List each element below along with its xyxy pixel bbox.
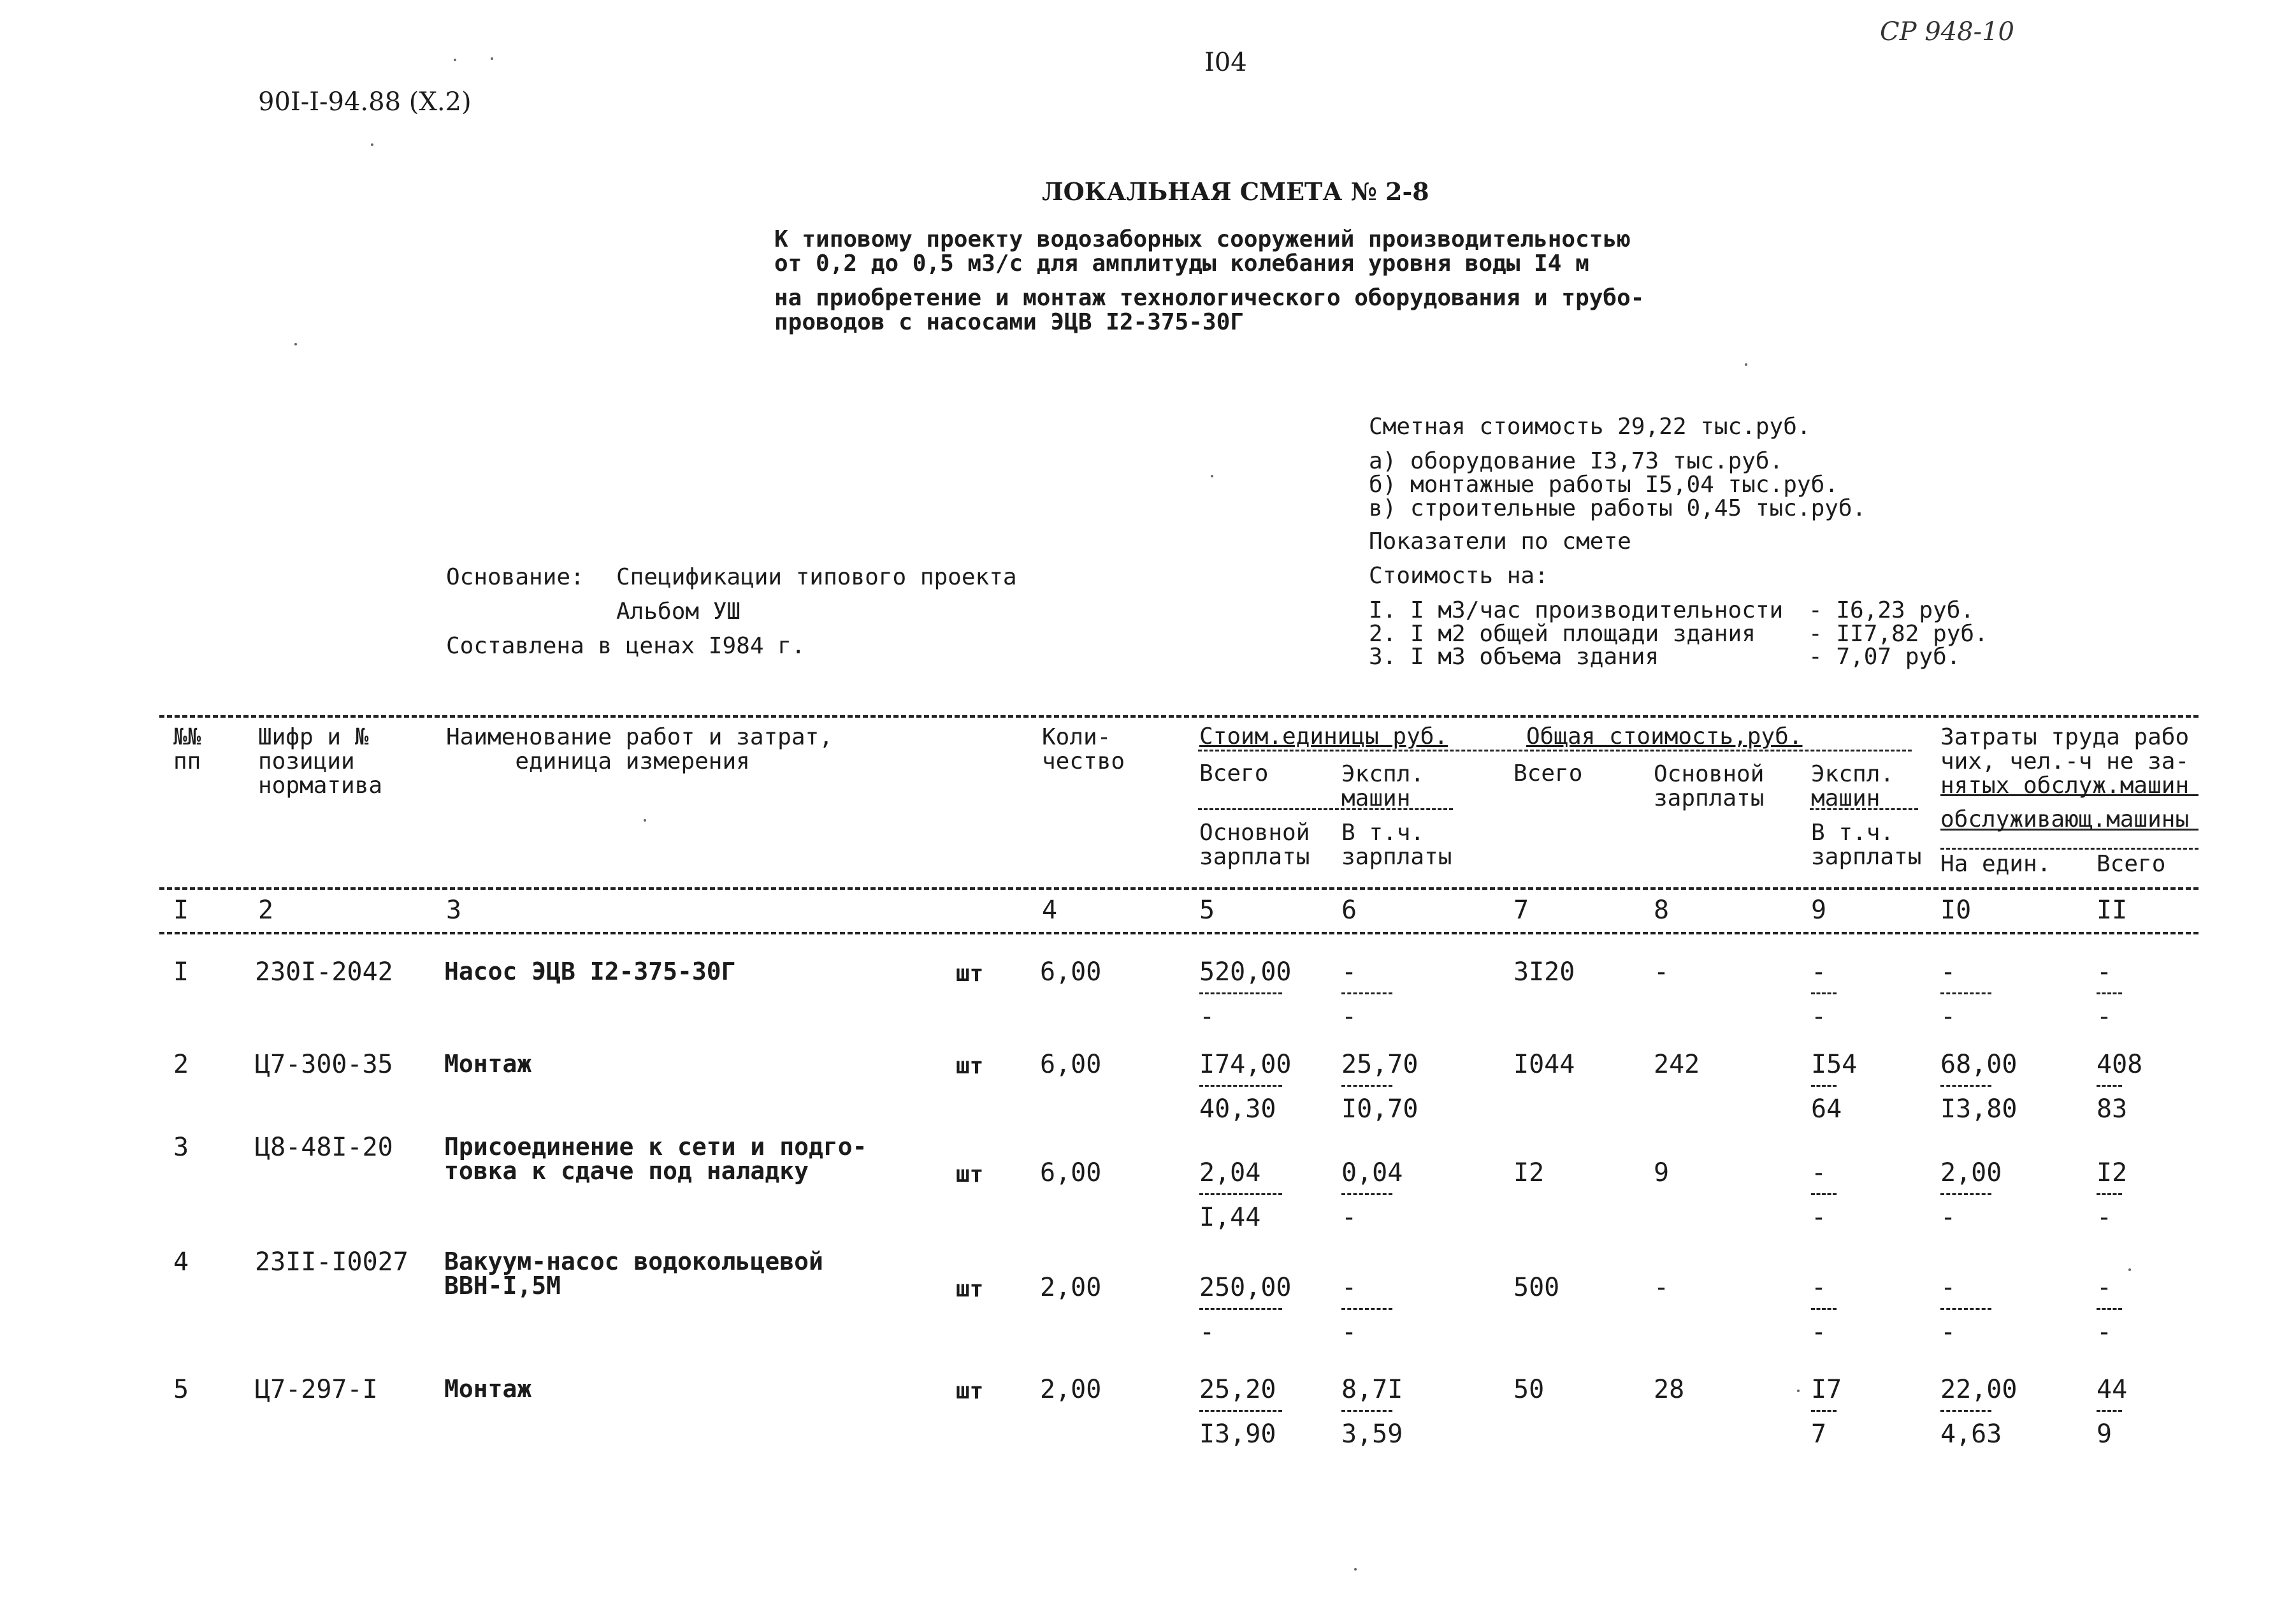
- unit-of-measure: шт: [956, 1276, 984, 1302]
- unit-cost-incl-wages: 3,59: [1341, 1419, 1403, 1449]
- unit-cost-wages: 40,30: [1199, 1094, 1276, 1124]
- unit-cost-total: 2,04: [1199, 1158, 1261, 1187]
- indicator-3-value: - 7,07 руб.: [1809, 644, 1961, 670]
- unit-cost-wages: I3,90: [1199, 1419, 1276, 1449]
- header-total-wages: Основной зарплаты: [1654, 761, 1765, 811]
- total-wages: 28: [1654, 1375, 1685, 1404]
- header-total-incl-wages: В т.ч. зарплаты: [1811, 820, 1922, 870]
- fraction-rule: [1199, 992, 1282, 994]
- fraction-rule: [2097, 1410, 2122, 1412]
- work-name: Насос ЭЦВ I2-375-30Г: [444, 957, 736, 985]
- scan-speck: [1745, 363, 1747, 366]
- labor-total: 44: [2097, 1375, 2128, 1404]
- unit-cost-machines: -: [1341, 957, 1357, 987]
- unit-cost-wages: -: [1199, 1318, 1215, 1347]
- labor-servicing-per-unit: -: [1940, 1318, 1956, 1347]
- total-machines: I7: [1811, 1375, 1842, 1404]
- labor-per-unit: -: [1940, 957, 1956, 987]
- labor-inner-rule: [1940, 848, 2199, 850]
- title-line-4: проводов с насосами ЭЦВ I2-375-30Г: [774, 309, 1244, 335]
- total-cost: 3I20: [1513, 957, 1575, 987]
- labor-servicing-total: 9: [2097, 1419, 2112, 1449]
- quantity: 6,00: [1040, 957, 1102, 987]
- header-labor-not-busy: нятых обслуж.машин: [1940, 773, 2190, 799]
- work-name: Монтаж: [444, 1050, 532, 1078]
- fraction-rule: [1199, 1193, 1282, 1195]
- unit-cost-total: I74,00: [1199, 1050, 1292, 1079]
- quantity: 6,00: [1040, 1050, 1102, 1079]
- header-work-name: Наименование работ и затрат, единица измерения: [446, 724, 833, 774]
- fraction-rule: [1811, 1410, 1837, 1412]
- scan-speck: [371, 143, 373, 146]
- unit-cost-machines: 25,70: [1341, 1050, 1419, 1079]
- header-total-all: Всего: [1513, 760, 1583, 787]
- norm-code: Ц7-300-35: [255, 1050, 393, 1079]
- fraction-rule: [1341, 992, 1392, 994]
- column-number: 5: [1199, 896, 1215, 925]
- scan-speck: [294, 343, 297, 345]
- column-number: 8: [1654, 896, 1670, 925]
- fraction-rule: [1199, 1085, 1282, 1087]
- fraction-rule: [2097, 1308, 2122, 1310]
- quantity: 2,00: [1040, 1273, 1102, 1302]
- norm-code: 230I-2042: [255, 957, 393, 987]
- labor-total: I2: [2097, 1158, 2128, 1187]
- header-total-machines: Экспл. машин: [1811, 761, 1895, 811]
- unit-cost-machines: -: [1341, 1273, 1357, 1302]
- estimated-cost: Сметная стоимость 29,22 тыс.руб.: [1369, 414, 1811, 440]
- column-number: II: [2097, 896, 2128, 925]
- total-wages: 242: [1654, 1050, 1700, 1079]
- scan-speck: [644, 819, 646, 822]
- fraction-rule: [2097, 1085, 2122, 1087]
- fraction-rule: [1940, 992, 1991, 994]
- unit-cost-total: 250,00: [1199, 1273, 1292, 1302]
- unit-of-measure: шт: [956, 1053, 984, 1079]
- total-machines: -: [1811, 957, 1827, 987]
- work-name: Присоединение к сети и подго- товка к сдаче под наладку: [444, 1133, 867, 1185]
- row-number: 5: [173, 1375, 189, 1404]
- labor-servicing-total: -: [2097, 1203, 2112, 1232]
- total-machines: I54: [1811, 1050, 1858, 1079]
- total-wages: -: [1654, 1273, 1670, 1302]
- header-number-rule: [159, 887, 2199, 890]
- scan-speck: [1797, 1390, 1800, 1392]
- basis-label: Основание:: [446, 564, 584, 590]
- scan-speck: [491, 57, 493, 60]
- unit-cost-wages: I,44: [1199, 1203, 1261, 1232]
- unit-of-measure: шт: [956, 1161, 984, 1187]
- norm-code: Ц8-48I-20: [255, 1133, 393, 1162]
- total-machines: -: [1811, 1273, 1827, 1302]
- row-number: I: [173, 957, 189, 987]
- handwritten-note: СР 948-10: [1880, 17, 2014, 47]
- total-incl-wages: -: [1811, 1318, 1827, 1347]
- column-number: 4: [1042, 896, 1058, 925]
- title-line-1: К типовому проекту водозаборных сооружений производительностью: [774, 226, 1631, 252]
- norm-code: 23II-I0027: [255, 1247, 408, 1277]
- labor-servicing-total: 83: [2097, 1094, 2128, 1124]
- document-code: 90I-I-94.88 (X.2): [258, 87, 472, 117]
- total-incl-wages: 7: [1811, 1419, 1827, 1449]
- total-incl-wages: -: [1811, 1002, 1827, 1031]
- fraction-rule: [1940, 1308, 1991, 1310]
- indicator-3-label: 3. I м3 объема здания: [1369, 644, 1659, 670]
- header-row-number: №№ пп: [173, 724, 201, 774]
- labor-per-unit: -: [1940, 1273, 1956, 1302]
- fraction-rule: [1341, 1308, 1392, 1310]
- fraction-rule: [2097, 992, 2122, 994]
- header-labor-servicing: обслуживающ.машины: [1940, 806, 2190, 832]
- price-basis: Составлена в ценах I984 г.: [446, 633, 805, 659]
- fraction-rule: [1199, 1410, 1282, 1412]
- row-number: 4: [173, 1247, 189, 1277]
- column-number: I: [173, 896, 189, 925]
- fraction-rule: [1940, 1410, 1991, 1412]
- header-unit-incl-wages: В т.ч. зарплаты: [1341, 820, 1452, 870]
- fraction-rule: [1940, 1085, 1991, 1087]
- header-bottom-rule: [159, 932, 2199, 934]
- header-unit-total: Всего: [1199, 760, 1269, 787]
- indicators-title: Показатели по смете: [1369, 528, 1631, 555]
- unit-cost-total: 25,20: [1199, 1375, 1276, 1404]
- scan-speck: [2128, 1268, 2131, 1271]
- unit-cost-group-rule: [1198, 750, 1912, 751]
- fraction-rule: [1341, 1193, 1392, 1195]
- unit-cost-machines: 8,7I: [1341, 1375, 1403, 1404]
- scan-speck: [454, 59, 456, 61]
- quantity: 6,00: [1040, 1158, 1102, 1187]
- header-labor-total: Всего: [2097, 851, 2166, 877]
- total-cost: 500: [1513, 1273, 1560, 1302]
- cost-construction: в) строительные работы 0,45 тыс.руб.: [1369, 495, 1866, 521]
- unit-cost-incl-wages: -: [1341, 1318, 1357, 1347]
- labor-total: 408: [2097, 1050, 2143, 1079]
- norm-code: Ц7-297-I: [255, 1375, 378, 1404]
- fraction-rule: [1811, 992, 1837, 994]
- fraction-rule: [1341, 1410, 1392, 1412]
- header-unit-cost: Стоим.единицы руб.: [1199, 723, 1448, 750]
- work-name: Монтаж: [444, 1375, 532, 1403]
- labor-servicing-per-unit: I3,80: [1940, 1094, 2018, 1124]
- unit-of-measure: шт: [956, 1378, 984, 1404]
- indicator-2-value: - II7,82 руб.: [1809, 621, 1988, 647]
- total-incl-wages: -: [1811, 1203, 1827, 1232]
- fraction-rule: [1811, 1193, 1837, 1195]
- fraction-rule: [1811, 1085, 1837, 1087]
- estimate-title: ЛОКАЛЬНАЯ СМЕТА № 2-8: [1042, 177, 1429, 206]
- labor-total: -: [2097, 1273, 2112, 1302]
- cost-on-label: Стоимость на:: [1369, 563, 1549, 589]
- total-cost: 50: [1513, 1375, 1545, 1404]
- title-line-3: на приобретение и монтаж технологического оборудования и трубо-: [774, 285, 1645, 311]
- labor-per-unit: 2,00: [1940, 1158, 2002, 1187]
- page-number: I04: [1204, 48, 1247, 77]
- basis-value: Спецификации типового проекта: [616, 564, 1017, 590]
- labor-total: -: [2097, 957, 2112, 987]
- column-number: 6: [1341, 896, 1357, 925]
- column-number: 7: [1513, 896, 1529, 925]
- cost-installation: б) монтажные работы I5,04 тыс.руб.: [1369, 472, 1838, 498]
- labor-per-unit: 68,00: [1940, 1050, 2018, 1079]
- labor-per-unit: 22,00: [1940, 1375, 2018, 1404]
- title-line-2: от 0,2 до 0,5 м3/с для амплитуды колебания уровня воды I4 м: [774, 250, 1589, 277]
- unit-cost-wages: -: [1199, 1002, 1215, 1031]
- header-unit-machines: Экспл. машин: [1341, 761, 1425, 811]
- header-total-cost: Общая стоимость,руб.: [1526, 723, 1803, 750]
- indicator-1-label: I. I м3/час производительности: [1369, 597, 1784, 623]
- total-cost: I2: [1513, 1158, 1545, 1187]
- total-wages: 9: [1654, 1158, 1670, 1187]
- fraction-rule: [1341, 1085, 1392, 1087]
- total-machines: -: [1811, 1158, 1827, 1187]
- indicator-2-label: 2. I м2 общей площади здания: [1369, 621, 1756, 647]
- fraction-rule: [2097, 1193, 2122, 1195]
- column-number: 2: [258, 896, 274, 925]
- row-number: 3: [173, 1133, 189, 1162]
- unit-cost-incl-wages: -: [1341, 1203, 1357, 1232]
- fraction-rule: [1199, 1308, 1282, 1310]
- indicator-1-value: - I6,23 руб.: [1809, 597, 1975, 623]
- labor-servicing-per-unit: -: [1940, 1002, 1956, 1031]
- cost-equipment: а) оборудование I3,73 тыс.руб.: [1369, 448, 1784, 474]
- labor-servicing-per-unit: 4,63: [1940, 1419, 2002, 1449]
- labor-servicing-per-unit: -: [1940, 1203, 1956, 1232]
- fraction-rule: [1811, 1308, 1837, 1310]
- unit-cost-incl-wages: -: [1341, 1002, 1357, 1031]
- header-labor: Затраты труда рабо чих, чел.-ч не за-: [1940, 724, 2190, 774]
- unit-of-measure: шт: [956, 961, 984, 987]
- unit-cost-total: 520,00: [1199, 957, 1292, 987]
- fraction-rule: [1940, 1193, 1991, 1195]
- quantity: 2,00: [1040, 1375, 1102, 1404]
- column-number: 3: [446, 896, 462, 925]
- labor-servicing-total: -: [2097, 1002, 2112, 1031]
- table-top-rule: [159, 715, 2199, 718]
- total-wages: -: [1654, 957, 1670, 987]
- header-quantity: Коли- чество: [1042, 724, 1125, 774]
- basis-album: Альбом УШ: [616, 599, 741, 625]
- total-cost: I044: [1513, 1050, 1575, 1079]
- scan-speck: [1211, 475, 1213, 477]
- total-incl-wages: 64: [1811, 1094, 1842, 1124]
- labor-servicing-total: -: [2097, 1318, 2112, 1347]
- column-number: 9: [1811, 896, 1827, 925]
- column-number: I0: [1940, 896, 1972, 925]
- scan-speck: [1354, 1568, 1357, 1571]
- work-name: Вакуум-насос водокольцевой ВВН-I,5М: [444, 1247, 823, 1300]
- row-number: 2: [173, 1050, 189, 1079]
- unit-cost-machines: 0,04: [1341, 1158, 1403, 1187]
- header-unit-wages: Основной зарплаты: [1199, 820, 1310, 870]
- unit-cost-incl-wages: I0,70: [1341, 1094, 1419, 1124]
- header-code: Шифр и № позиции норматива: [258, 724, 383, 799]
- header-labor-per-unit: На един.: [1940, 851, 2051, 877]
